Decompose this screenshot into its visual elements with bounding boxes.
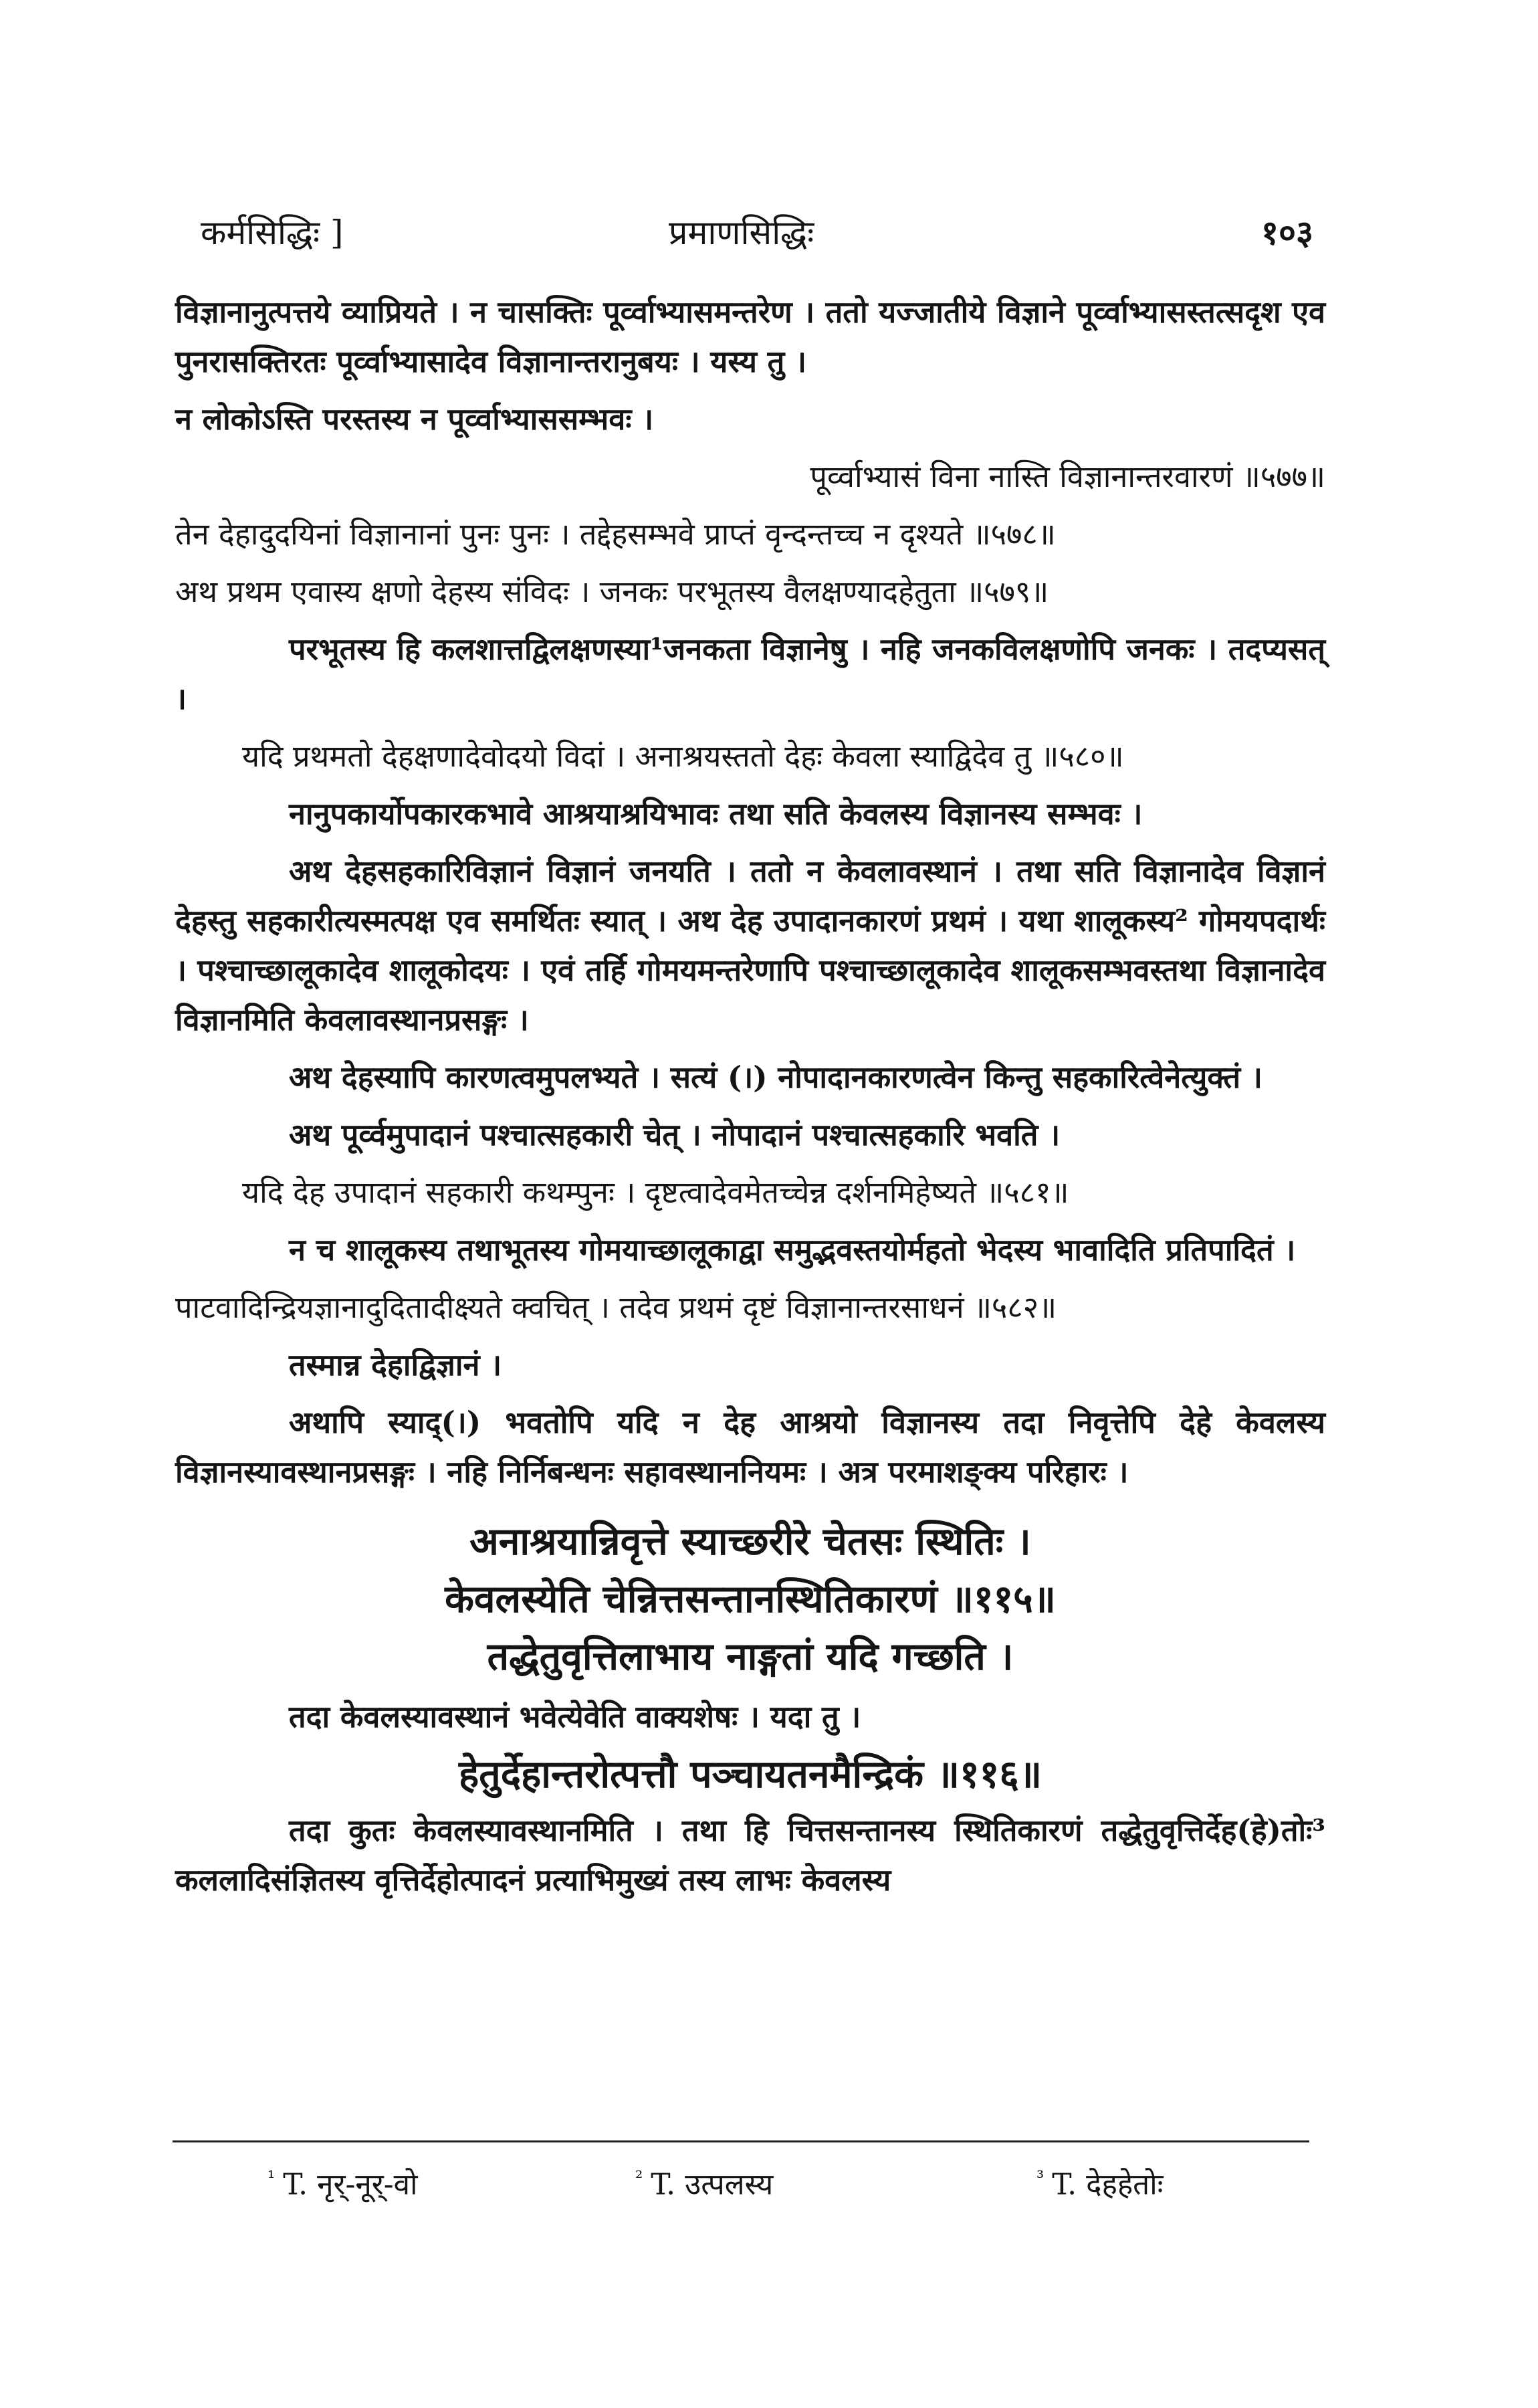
page-number: १०३ [1261,213,1313,252]
footnote-mark: ² [635,2167,643,2189]
paragraph: अथ देहसहकारिविज्ञानं विज्ञानं जनयति । ततो न केवलावस्थानं । तथा सति विज्ञानादेव विज्ञानं देहस्तु सहकारीत्यस्मत्पक्ष एव समर्थितः स्यात् । अथ देह उपादानकारणं प्रथमं । यथा शालूकस्य² गोमयपदार्थः । पश्चाच्छालूकादेव शालूकोदयः । एवं तर्हि गोमयमन्तरेणापि पश्चाच्छालूकादेव शालूकसम्भवस्तथा विज्ञानादेव विज्ञानमिति केवलावस्थानप्रसङ्गः । [175,854,1325,1037]
footnote-divider [173,2140,1309,2142]
footnotes [0,2158,1538,2211]
footnote-mark: ³ [1036,2167,1045,2189]
paragraph: अथ पूर्व्वमुपादानं पश्चात्सहकारी चेत् । नोपादानं पश्चात्सहकारि भवति । [289,1117,1061,1152]
karika-line: पूर्व्वाभ्यासं विना नास्ति विज्ञानान्तरवारणं ॥५७७॥ [810,459,1325,494]
footnote [267,2158,418,2205]
verse-line: हेतुर्देहान्तरोत्पत्तौ पञ्चायतनमैन्द्रिकं ॥११६॥ [458,1752,1042,1797]
paragraph: नानुपकार्योपकारकभावे आश्रयाश्रयिभावः तथा सति केवलस्य विज्ञानस्य सम्भवः । [289,796,1143,831]
body-text [175,288,1325,1913]
paragraph: अथापि स्याद्(।) भवतोपि यदि न देह आश्रयो विज्ञानस्य तदा निवृत्तेपि देहे केवलस्य विज्ञानस्यावस्थानप्रसङ्गः । नहि निर्निबन्धनः सहावस्थाननियमः । अत्र परमाशङ्क्य परिहारः । [175,1405,1325,1490]
running-header-left: कर्मसिद्धिः ] [201,213,344,252]
paragraph: विज्ञानानुत्पत्तये व्याप्रियते । न चासक्तिः पूर्व्वाभ्यासमन्तरेण । ततो यज्जातीये विज्ञाने पूर्व्वाभ्यासस्तत्सदृश एव पुनरासक्तिरतः पूर्व्वाभ्यासादेव विज्ञानान्तरानुबयः । यस्य तु । [175,294,1325,379]
karika-line: यदि प्रथमतो देहक्षणादेवोदयो विदां । अनाश्रयस्ततो देहः केवला स्याद्विदेव तु ॥५८०॥ [242,738,1124,774]
footnote-text: T. देहहेतोः [1052,2167,1164,2202]
karika-line: तेन देहादुदयिनां विज्ञानानां पुनः पुनः । तद्देहसम्भवे प्राप्तं वृन्दन्तच्च न दृश्यते ॥५७८॥ [175,516,1056,552]
footnote [635,2158,773,2205]
verse-line: तद्धेतुवृत्तिलाभाय नाङ्गतां यदि गच्छति । [487,1634,1014,1679]
karika-line: अथ प्रथम एवास्य क्षणो देहस्य संविदः । जनकः परभूतस्य वैलक्षण्यादहेतुता ॥५७९॥ [175,574,1049,609]
footnote-text: T. नृर्-नूर्-वो [283,2167,418,2202]
paragraph: न लोकोऽस्ति परस्तस्य न पूर्व्वाभ्याससम्भवः । [175,401,654,437]
paragraph: तदा कुतः केवलस्यावस्थानमिति । तथा हि चित्तसन्तानस्य स्थितिकारणं तद्धेतुवृत्तिर्देह(हे)तोः³ कललादिसंज्ञितस्य वृत्तिर्देहोत्पादनं प्रत्याभिमुख्यं तस्य लाभः केवलस्य [175,1813,1325,1898]
footnote [1036,2158,1164,2205]
footnote-mark: ¹ [267,2167,276,2189]
karika-line: पाटवादिन्द्रियज्ञानादुदितादीक्ष्यते क्वचित् । तदेव प्रथमं दृष्टं विज्ञानान्तरसाधनं ॥५८२॥ [175,1290,1057,1325]
verse-block [175,1513,1325,1686]
paragraph: तस्मान्न देहाद्विज्ञानं । [289,1347,502,1383]
running-header-center: प्रमाणसिद्धिः [669,213,814,252]
paragraph: न च शालूकस्य तथाभूतस्य गोमयाच्छालूकाद्वा समुद्भवस्तयोर्महतो भेदस्य भावादिति प्रतिपादितं । [289,1232,1296,1268]
verse-line: अनाश्रयान्निवृत्ते स्याच्छरीरे चेतसः स्थितिः । [469,1519,1031,1564]
karika-line: यदि देह उपादानं सहकारी कथम्पुनः । दृष्टत्वादेवमेतच्चेन्न दर्शनमिहेष्यते ॥५८१॥ [242,1175,1069,1210]
paragraph: अथ देहस्यापि कारणत्वमुपलभ्यते । सत्यं (।) नोपादानकारणत्वेन किन्तु सहकारित्वेनेत्युक्तं । [289,1060,1262,1095]
verse-line: केवलस्येति चेन्नित्तसन्तानस्थितिकारणं ॥११५॥ [445,1577,1056,1621]
paragraph: परभूतस्य हि कलशात्तद्विलक्षणस्या¹जनकता विज्ञानेषु । नहि जनकविलक्षणोपि जनकः । तदप्यसत् । [175,631,1325,716]
paragraph: तदा केवलस्यावस्थानं भवेत्येवेति वाक्यशेषः । यदा तु । [289,1699,861,1734]
footnote-text: T. उत्पलस्य [651,2167,774,2202]
